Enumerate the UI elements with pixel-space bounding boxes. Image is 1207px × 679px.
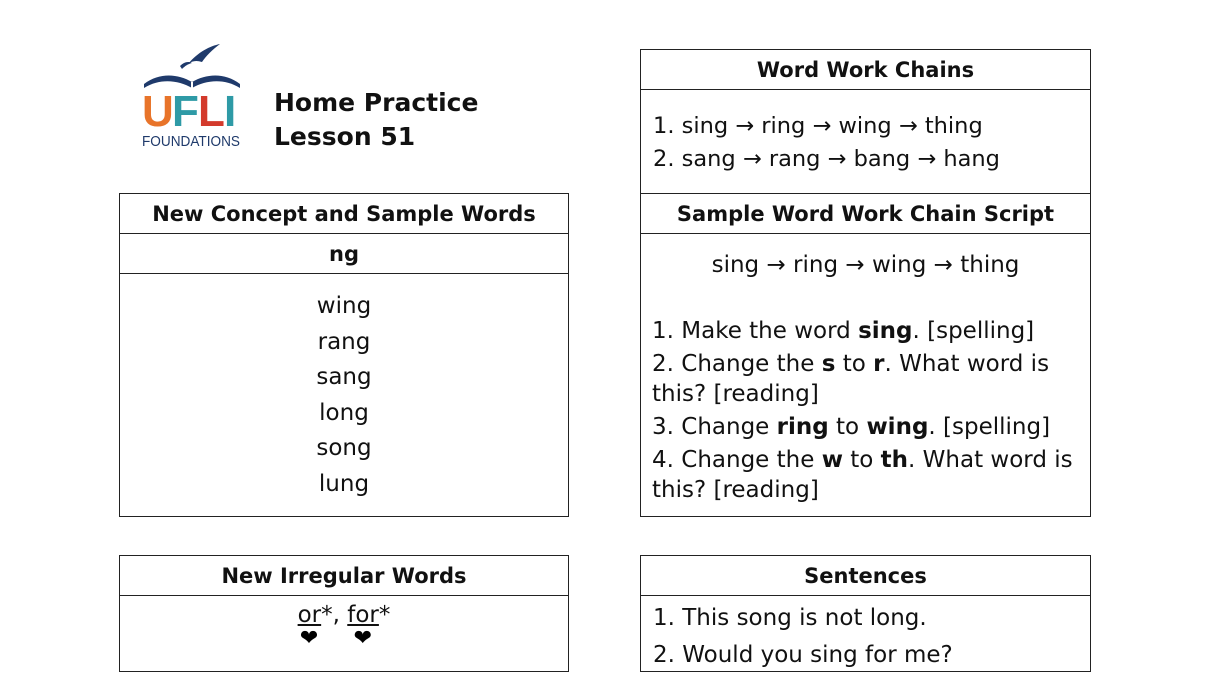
irregular-word: for* ❤	[347, 602, 391, 651]
svg-text:FOUNDATIONS: FOUNDATIONS	[142, 133, 240, 150]
page-title: Home Practice	[274, 88, 479, 117]
chain-script-box	[640, 193, 1091, 517]
irregular-word-list: or* ❤ , for* ❤	[297, 602, 391, 651]
sample-word: long	[319, 399, 369, 426]
script-step: 4. Change the w to th. What word is this? [reading]	[652, 447, 1073, 503]
script-step: 2. Change the s to r. What word is this? [reading]	[652, 351, 1050, 407]
sentences-heading: Sentences	[641, 556, 1090, 596]
sample-word: rang	[317, 328, 371, 355]
word-work-chains-heading: Word Work Chains	[641, 50, 1090, 90]
irregular-words-box	[119, 555, 569, 672]
svg-text:L: L	[198, 87, 225, 136]
svg-text:I: I	[224, 87, 237, 136]
sample-word: lung	[318, 470, 370, 497]
chain-script-heading: Sample Word Work Chain Script	[641, 194, 1090, 234]
svg-text:F: F	[172, 87, 199, 136]
sentence: 2. Would you sing for me?	[653, 642, 953, 668]
script-step: 1. Make the word sing. [spelling]	[652, 318, 1035, 344]
word-work-chains-box	[640, 49, 1091, 194]
sentences-box	[640, 555, 1091, 672]
script-steps	[641, 280, 1090, 505]
heart-icon: ❤	[353, 626, 373, 651]
new-concept-heading: New Concept and Sample Words	[120, 194, 568, 234]
sample-word-list	[120, 274, 568, 502]
concept-pattern: ng	[120, 234, 568, 274]
new-concept-box	[119, 193, 569, 517]
sample-word: sang	[316, 364, 372, 390]
chain-line: 2. sang → rang → bang → hang	[653, 146, 1000, 172]
title-block	[274, 86, 478, 154]
irregular-words-heading: New Irregular Words	[120, 556, 568, 596]
ufli-foundations-logo	[140, 42, 244, 152]
bird-icon	[180, 44, 220, 69]
lesson-number: Lesson 51	[274, 122, 416, 151]
script-chain: sing → ring → wing → thing	[711, 252, 1020, 278]
chain-line: 1. sing → ring → wing → thing	[653, 113, 983, 139]
irregular-word: or* ❤	[297, 602, 333, 651]
chain-list	[641, 90, 1090, 176]
sample-word: song	[316, 435, 372, 461]
svg-text:U: U	[142, 87, 174, 136]
sentence-list	[641, 596, 1090, 674]
script-step: 3. Change ring to wing. [spelling]	[652, 414, 1051, 440]
sentence: 1. This song is not long.	[653, 605, 927, 631]
heart-icon: ❤	[299, 626, 319, 651]
sample-word: wing	[316, 293, 372, 319]
